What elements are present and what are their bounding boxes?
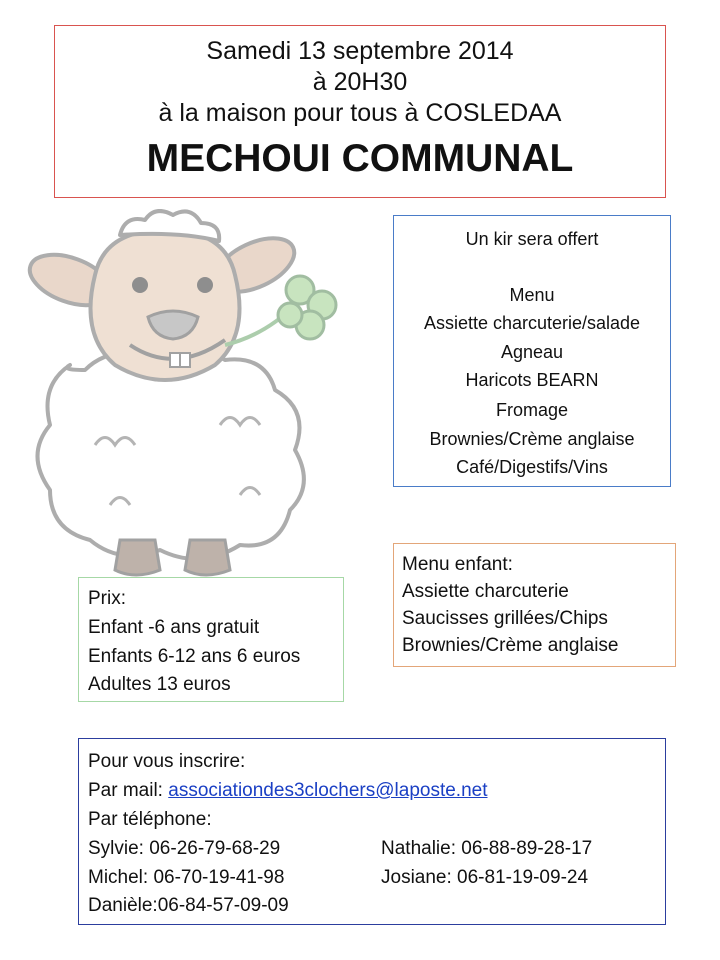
price-item: Enfant -6 ans gratuit bbox=[88, 617, 260, 638]
menu-heading: Menu bbox=[509, 285, 555, 305]
menu-item: Haricots BEARN bbox=[465, 370, 599, 390]
kids-menu-heading: Menu enfant: bbox=[402, 554, 513, 575]
contact-person: Josiane: 06-81-19-09-24 bbox=[381, 867, 589, 888]
mail-label: Par mail: bbox=[88, 780, 169, 801]
kids-menu-item: Saucisses grillées/Chips bbox=[402, 608, 608, 629]
event-title: MECHOUI COMMUNAL bbox=[146, 137, 574, 180]
menu-item: Fromage bbox=[495, 400, 569, 420]
event-date: Samedi 13 septembre 2014 bbox=[206, 37, 514, 65]
price-item: Adultes 13 euros bbox=[88, 674, 231, 695]
sheep-illustration bbox=[0, 205, 380, 585]
email-link[interactable]: associationdes3clochers@laposte.net bbox=[168, 780, 488, 801]
contact-box bbox=[78, 738, 666, 925]
event-venue: à la maison pour tous à COSLEDAA bbox=[158, 99, 562, 127]
price-box bbox=[78, 577, 344, 702]
contact-heading: Pour vous inscrire: bbox=[88, 751, 246, 772]
contact-person: Danièle:06-84-57-09-09 bbox=[88, 895, 289, 916]
contact-person: Michel: 06-70-19-41-98 bbox=[88, 867, 285, 888]
price-item: Enfants 6-12 ans 6 euros bbox=[88, 646, 301, 667]
price-heading: Prix: bbox=[88, 588, 126, 609]
menu-item: Brownies/Crème anglaise bbox=[429, 429, 635, 449]
menu-item: Assiette charcuterie/salade bbox=[423, 313, 641, 333]
kids-menu-item: Brownies/Crème anglaise bbox=[402, 635, 619, 656]
event-time: à 20H30 bbox=[312, 68, 408, 96]
phone-label: Par téléphone: bbox=[88, 809, 212, 830]
menu-item: Agneau bbox=[500, 342, 564, 362]
menu-box bbox=[393, 215, 671, 487]
kids-menu-item: Assiette charcuterie bbox=[402, 581, 569, 602]
menu-item: Café/Digestifs/Vins bbox=[456, 457, 608, 477]
mail-line bbox=[88, 779, 488, 803]
offer-text: Un kir sera offert bbox=[465, 229, 599, 249]
kids-menu-box bbox=[393, 543, 676, 667]
contact-person: Sylvie: 06-26-79-68-29 bbox=[88, 838, 281, 859]
header-box bbox=[54, 25, 666, 198]
contact-person: Nathalie: 06-88-89-28-17 bbox=[381, 838, 593, 859]
